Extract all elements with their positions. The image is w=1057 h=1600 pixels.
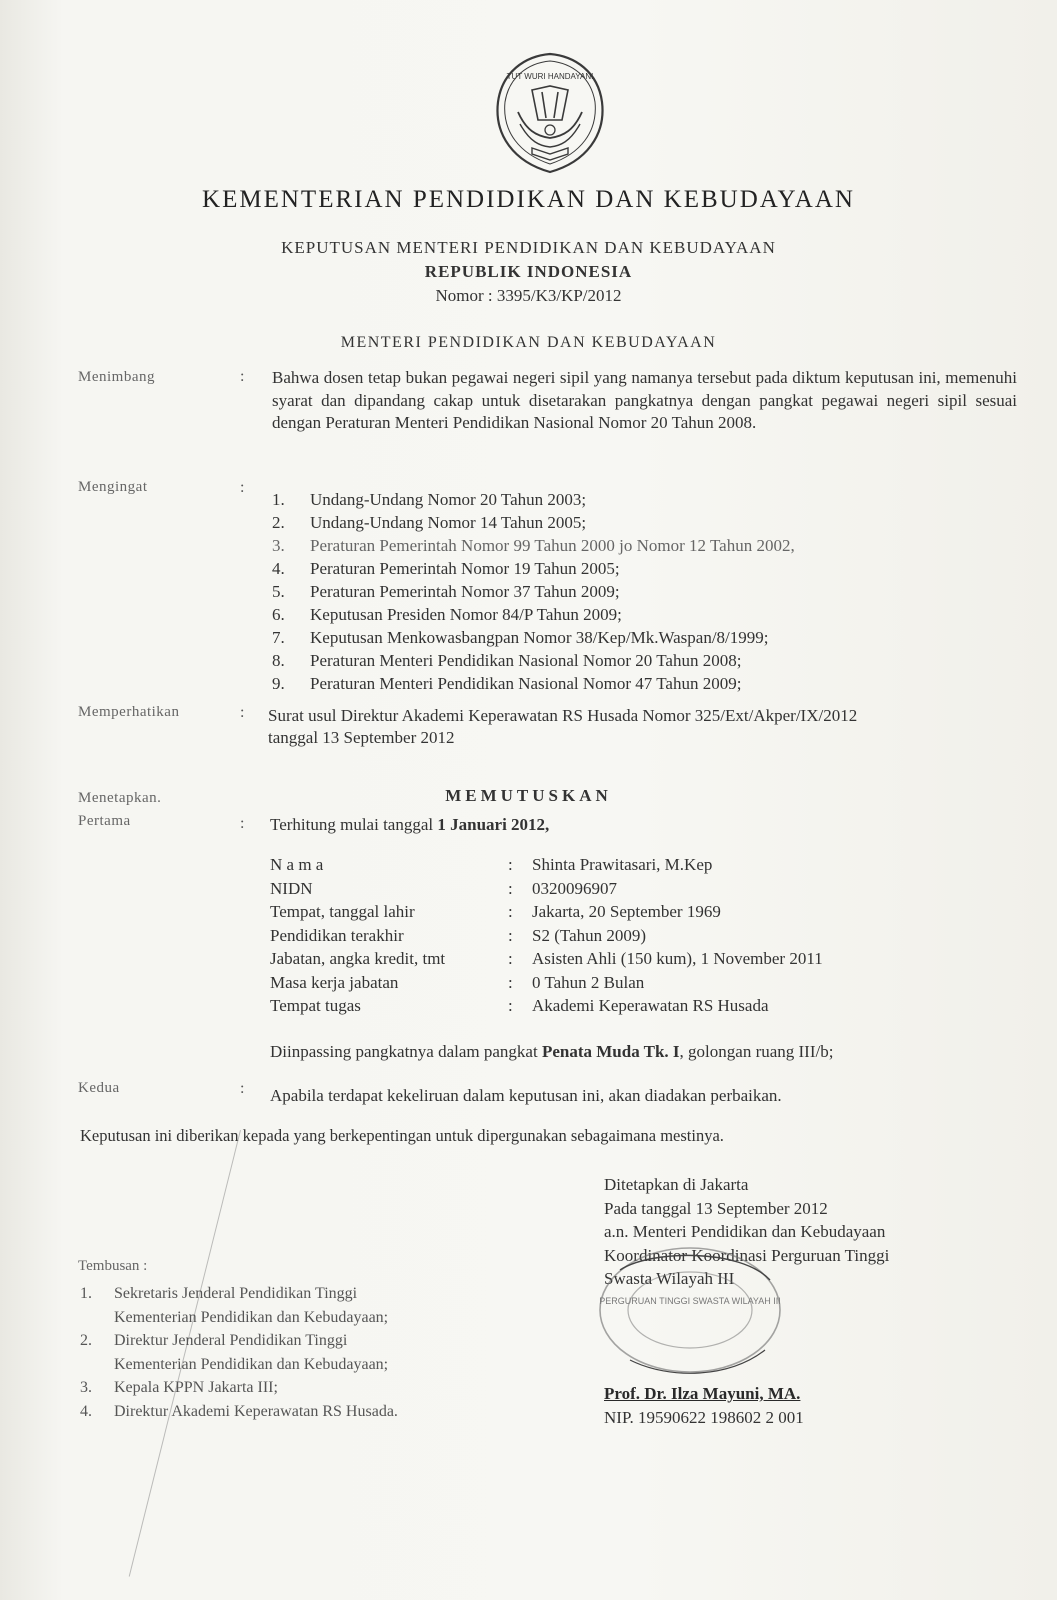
table-row: Pendidikan terakhir : S2 (Tahun 2009): [270, 925, 647, 945]
list-item: 8. Peraturan Menteri Pendidikan Nasional Nomor 20 Tahun 2008;: [272, 651, 742, 670]
table-row: Jabatan, angka kredit, tmt : Asisten Ahli (150 kum), 1 November 2011: [270, 949, 823, 968]
stamp-text: PERGURUAN TINGGI SWASTA WILAYAH III: [599, 1296, 781, 1306]
memperhatikan-line1: Surat usul Direktur Akademi Keperawatan RS Husada Nomor 325/Ext/Akper/IX/2012: [268, 706, 858, 725]
signature-date: Pada tanggal 13 September 2012: [604, 1198, 828, 1218]
inpassing-text: Diinpassing pangkatnya dalam pangkat Penata Muda Tk. I, golongan ruang III/b;: [270, 1042, 834, 1061]
emblem-motto: TUT WURI HANDAYANI: [506, 72, 594, 81]
tembusan-list: [80, 1282, 398, 1423]
ministry-emblem-icon: [490, 50, 610, 175]
list-item: 4. Peraturan Pemerintah Nomor 19 Tahun 2005;: [272, 559, 620, 578]
menimbang-text: Bahwa dosen tetap bukan pegawai negeri sipil yang namanya tersebut pada diktum keputusan ini, memenuhi syarat dan dipandang cakap untuk disetarakan pangkatnya dengan pangkat pegawai negeri sipil sesuai dengan Peraturan Menteri Pendidikan Nasional Nomor 20 Tahun 2008.: [272, 368, 1017, 432]
official-stamp-icon: [590, 1240, 790, 1390]
mengingat-list: [272, 488, 795, 695]
memperhatikan-label: Memperhatikan: [78, 704, 180, 720]
pertama-colon: :: [240, 815, 245, 832]
pertama-label: Pertama: [78, 813, 131, 829]
table-row: Tempat tugas : Akademi Keperawatan RS Husada: [270, 996, 769, 1015]
tembusan-title: Tembusan :: [78, 1258, 148, 1274]
kedua-colon: :: [240, 1080, 245, 1097]
signatory-name: Prof. Dr. Ilza Mayuni, MA.: [604, 1384, 801, 1403]
closing-text: Keputusan ini diberikan kepada yang berkepentingan untuk dipergunakan sebagaimana mestinya.: [80, 1126, 724, 1145]
appointee-details: [270, 853, 823, 1018]
decree-title: KEPUTUSAN MENTERI PENDIDIKAN DAN KEBUDAYAAN: [281, 238, 776, 257]
table-row: N a m a : Shinta Prawitasari, M.Kep: [270, 855, 713, 874]
memperhatikan-line2: tanggal 13 September 2012: [268, 728, 455, 747]
menetapkan-label: Menetapkan.: [78, 790, 162, 806]
list-item: 3. Peraturan Pemerintah Nomor 99 Tahun 2000 jo Nomor 12 Tahun 2002,: [272, 536, 795, 555]
menimbang-label: Menimbang: [78, 369, 155, 385]
signatory-nip: NIP. 19590622 198602 2 001: [604, 1408, 804, 1427]
list-item: 9. Peraturan Menteri Pendidikan Nasional Nomor 47 Tahun 2009;: [272, 674, 742, 693]
table-row: NIDN : 0320096907: [270, 878, 617, 898]
mengingat-colon: :: [240, 479, 245, 496]
kedua-text: Apabila terdapat kekeliruan dalam keputusan ini, akan diadakan perbaikan.: [270, 1086, 782, 1105]
table-row: Masa kerja jabatan : 0 Tahun 2 Bulan: [270, 972, 645, 992]
signature-on-behalf: a.n. Menteri Pendidikan dan Kebudayaan: [604, 1222, 886, 1241]
list-item: Kementerian Pendidikan dan Kebudayaan;: [114, 1355, 389, 1373]
mengingat-label: Mengingat: [78, 479, 148, 495]
list-item: 5. Peraturan Pemerintah Nomor 37 Tahun 2009;: [272, 582, 620, 601]
signature-role: Koordinator Koordinasi Perguruan Tinggi: [604, 1245, 890, 1265]
decision-heading: MEMUTUSKAN: [445, 786, 612, 805]
list-item: 1. Sekretaris Jenderal Pendidikan Tinggi: [80, 1285, 358, 1302]
signature-region: Swasta Wilayah III: [604, 1269, 735, 1288]
kedua-label: Kedua: [78, 1080, 120, 1096]
list-item: 3. Kepala KPPN Jakarta III;: [80, 1379, 278, 1396]
pertama-text: Terhitung mulai tanggal 1 Januari 2012,: [270, 815, 550, 834]
republic-title: REPUBLIK INDONESIA: [424, 262, 633, 281]
list-item: 6. Keputusan Presiden Nomor 84/P Tahun 2009;: [272, 605, 622, 624]
list-item: 2. Undang-Undang Nomor 14 Tahun 2005;: [272, 513, 587, 532]
list-item: 1. Undang-Undang Nomor 20 Tahun 2003;: [272, 490, 587, 509]
list-item: 4. Direktur Akademi Keperawatan RS Husada.: [80, 1402, 398, 1420]
minister-title: MENTERI PENDIDIKAN DAN KEBUDAYAAN: [340, 334, 717, 351]
signature-place: Ditetapkan di Jakarta: [604, 1175, 749, 1194]
table-row: Tempat, tanggal lahir : Jakarta, 20 September 1969: [270, 902, 721, 921]
list-item: 2. Direktur Jenderal Pendidikan Tinggi: [80, 1332, 348, 1349]
list-item: Kementerian Pendidikan dan Kebudayaan;: [114, 1308, 389, 1326]
memperhatikan-colon: :: [240, 704, 245, 721]
decree-number: Nomor : 3395/K3/KP/2012: [435, 286, 622, 305]
menimbang-colon: :: [240, 368, 245, 385]
list-item: 7. Keputusan Menkowasbangpan Nomor 38/Kep/Mk.Waspan/8/1999;: [272, 628, 769, 647]
ministry-title: KEMENTERIAN PENDIDIKAN DAN KEBUDAYAAN: [202, 186, 855, 213]
